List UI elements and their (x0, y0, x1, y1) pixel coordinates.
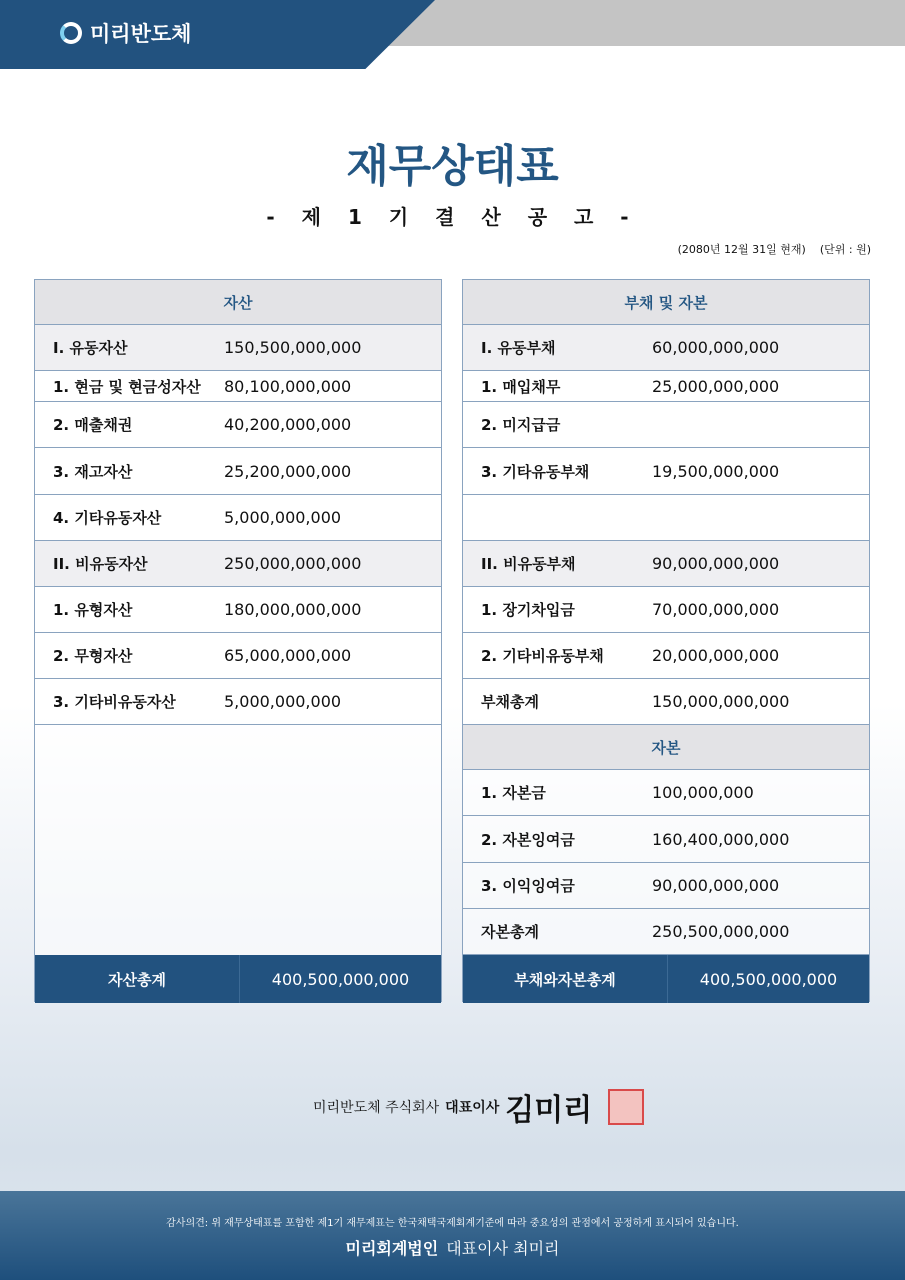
equity-header (463, 725, 869, 770)
table-row (463, 587, 869, 633)
row-label: 3. 기타비유동자산 (53, 693, 176, 711)
row-value: 250,500,000,000 (652, 922, 790, 941)
row-label: II. 비유동자산 (53, 555, 148, 573)
auditor-name: 대표이사 최미리 (446, 1239, 560, 1258)
row-label: 2. 기타비유동부채 (481, 647, 604, 665)
table-row (463, 679, 869, 725)
row-value: 5,000,000,000 (224, 692, 342, 711)
row-value: 150,500,000,000 (224, 338, 362, 357)
row-label: 1. 자본금 (481, 784, 546, 802)
row-value: 180,000,000,000 (224, 600, 362, 619)
row-label: 1. 장기차입금 (481, 601, 575, 619)
row-label: 자산총계 (35, 955, 240, 1003)
row-value: 90,000,000,000 (652, 554, 780, 573)
row-value: 250,000,000,000 (224, 554, 362, 573)
row-value: 60,000,000,000 (652, 338, 780, 357)
ceo-name: 김미리 (505, 1093, 593, 1128)
assets-total-row (35, 955, 441, 1003)
row-value: 65,000,000,000 (224, 646, 352, 665)
row-label: I. 유동자산 (53, 339, 128, 357)
table-row (463, 770, 869, 816)
row-value: 19,500,000,000 (652, 461, 780, 481)
row-value: 160,400,000,000 (652, 829, 790, 849)
row-label: 2. 미지급금 (481, 416, 561, 434)
row-label: 3. 기타유동부채 (481, 462, 590, 481)
section-header-label: 자산 (223, 293, 253, 312)
table-row (35, 679, 441, 725)
row-label: 부채총계 (481, 693, 539, 711)
row-label: 자본총계 (481, 923, 539, 941)
row-label: II. 비유동부채 (481, 555, 576, 573)
row-label: 부채와자본총계 (463, 955, 668, 1003)
table-row (463, 448, 869, 495)
assets-table (34, 279, 442, 1002)
audit-opinion: 감사의견: 위 재무상태표를 포함한 제1기 재무제표는 한국채택국제회계기준에 따라 중요성의 관점에서 공정하게 표시되어 있습니다. (166, 1218, 739, 1229)
unit-label: (단위 : 원) (819, 243, 871, 256)
brand-name: 미리반도체 (90, 22, 192, 46)
page-title: 재무상태표 (346, 141, 559, 192)
liabilities-header (463, 280, 869, 325)
section-header-label: 자본 (651, 738, 681, 757)
table-row (463, 633, 869, 679)
table-row (35, 495, 441, 541)
row-value: 150,000,000,000 (652, 692, 790, 711)
row-label: 2. 자본잉여금 (481, 830, 575, 849)
table-row (463, 909, 869, 955)
row-value: 5,000,000,000 (224, 508, 342, 527)
table-row (463, 402, 869, 448)
table-row (463, 541, 869, 587)
as-of-date: (2080년 12월 31일 현재) (677, 243, 806, 256)
liabilities-equity-table (462, 279, 870, 1002)
row-value: 80,100,000,000 (224, 376, 352, 396)
row-label: 2. 무형자산 (53, 647, 133, 665)
row-value: 70,000,000,000 (652, 600, 780, 619)
section-header-label: 부채 및 자본 (624, 293, 708, 312)
signature-block (313, 1085, 644, 1129)
row-label: 4. 기타유동자산 (53, 509, 162, 527)
row-label: 3. 이익잉여금 (481, 877, 575, 895)
table-row (35, 325, 441, 371)
table-row (463, 495, 869, 541)
table-row (463, 816, 869, 863)
table-row (463, 325, 869, 371)
ceo-role: 대표이사 (445, 1100, 500, 1116)
row-label: 3. 재고자산 (53, 462, 133, 481)
row-label: 2. 매출채권 (53, 416, 133, 434)
table-row (463, 863, 869, 909)
row-value: 20,000,000,000 (652, 646, 780, 665)
row-value: 90,000,000,000 (652, 876, 780, 895)
table-row (463, 371, 869, 402)
row-value: 40,200,000,000 (224, 415, 352, 434)
row-label: 1. 현금 및 현금성자산 (53, 377, 201, 396)
date-unit (664, 241, 871, 257)
table-row (35, 633, 441, 679)
table-row (35, 448, 441, 495)
row-value: 25,200,000,000 (224, 461, 352, 481)
row-label: I. 유동부채 (481, 339, 556, 357)
row-value: 400,500,000,000 (699, 969, 838, 989)
page-subtitle: - 제 1 기 결 산 공 고 - (266, 205, 639, 229)
company-name: 미리반도체 주식회사 (313, 1100, 440, 1116)
row-value: 100,000,000 (652, 783, 754, 802)
table-row (35, 402, 441, 448)
table-row (35, 587, 441, 633)
brand-logo (60, 18, 191, 48)
row-value: 400,500,000,000 (271, 969, 410, 989)
liabilities-equity-total-row (463, 955, 869, 1003)
table-row (35, 541, 441, 587)
row-label: 1. 매입채무 (481, 377, 561, 396)
company-seal (608, 1089, 644, 1125)
row-value: 25,000,000,000 (652, 376, 780, 396)
assets-header (35, 280, 441, 325)
logo-icon (60, 22, 82, 44)
table-row (35, 371, 441, 402)
audit-footer (0, 1191, 905, 1280)
audit-firm: 미리회계법인 (345, 1239, 439, 1258)
row-label: 1. 유형자산 (53, 601, 133, 619)
